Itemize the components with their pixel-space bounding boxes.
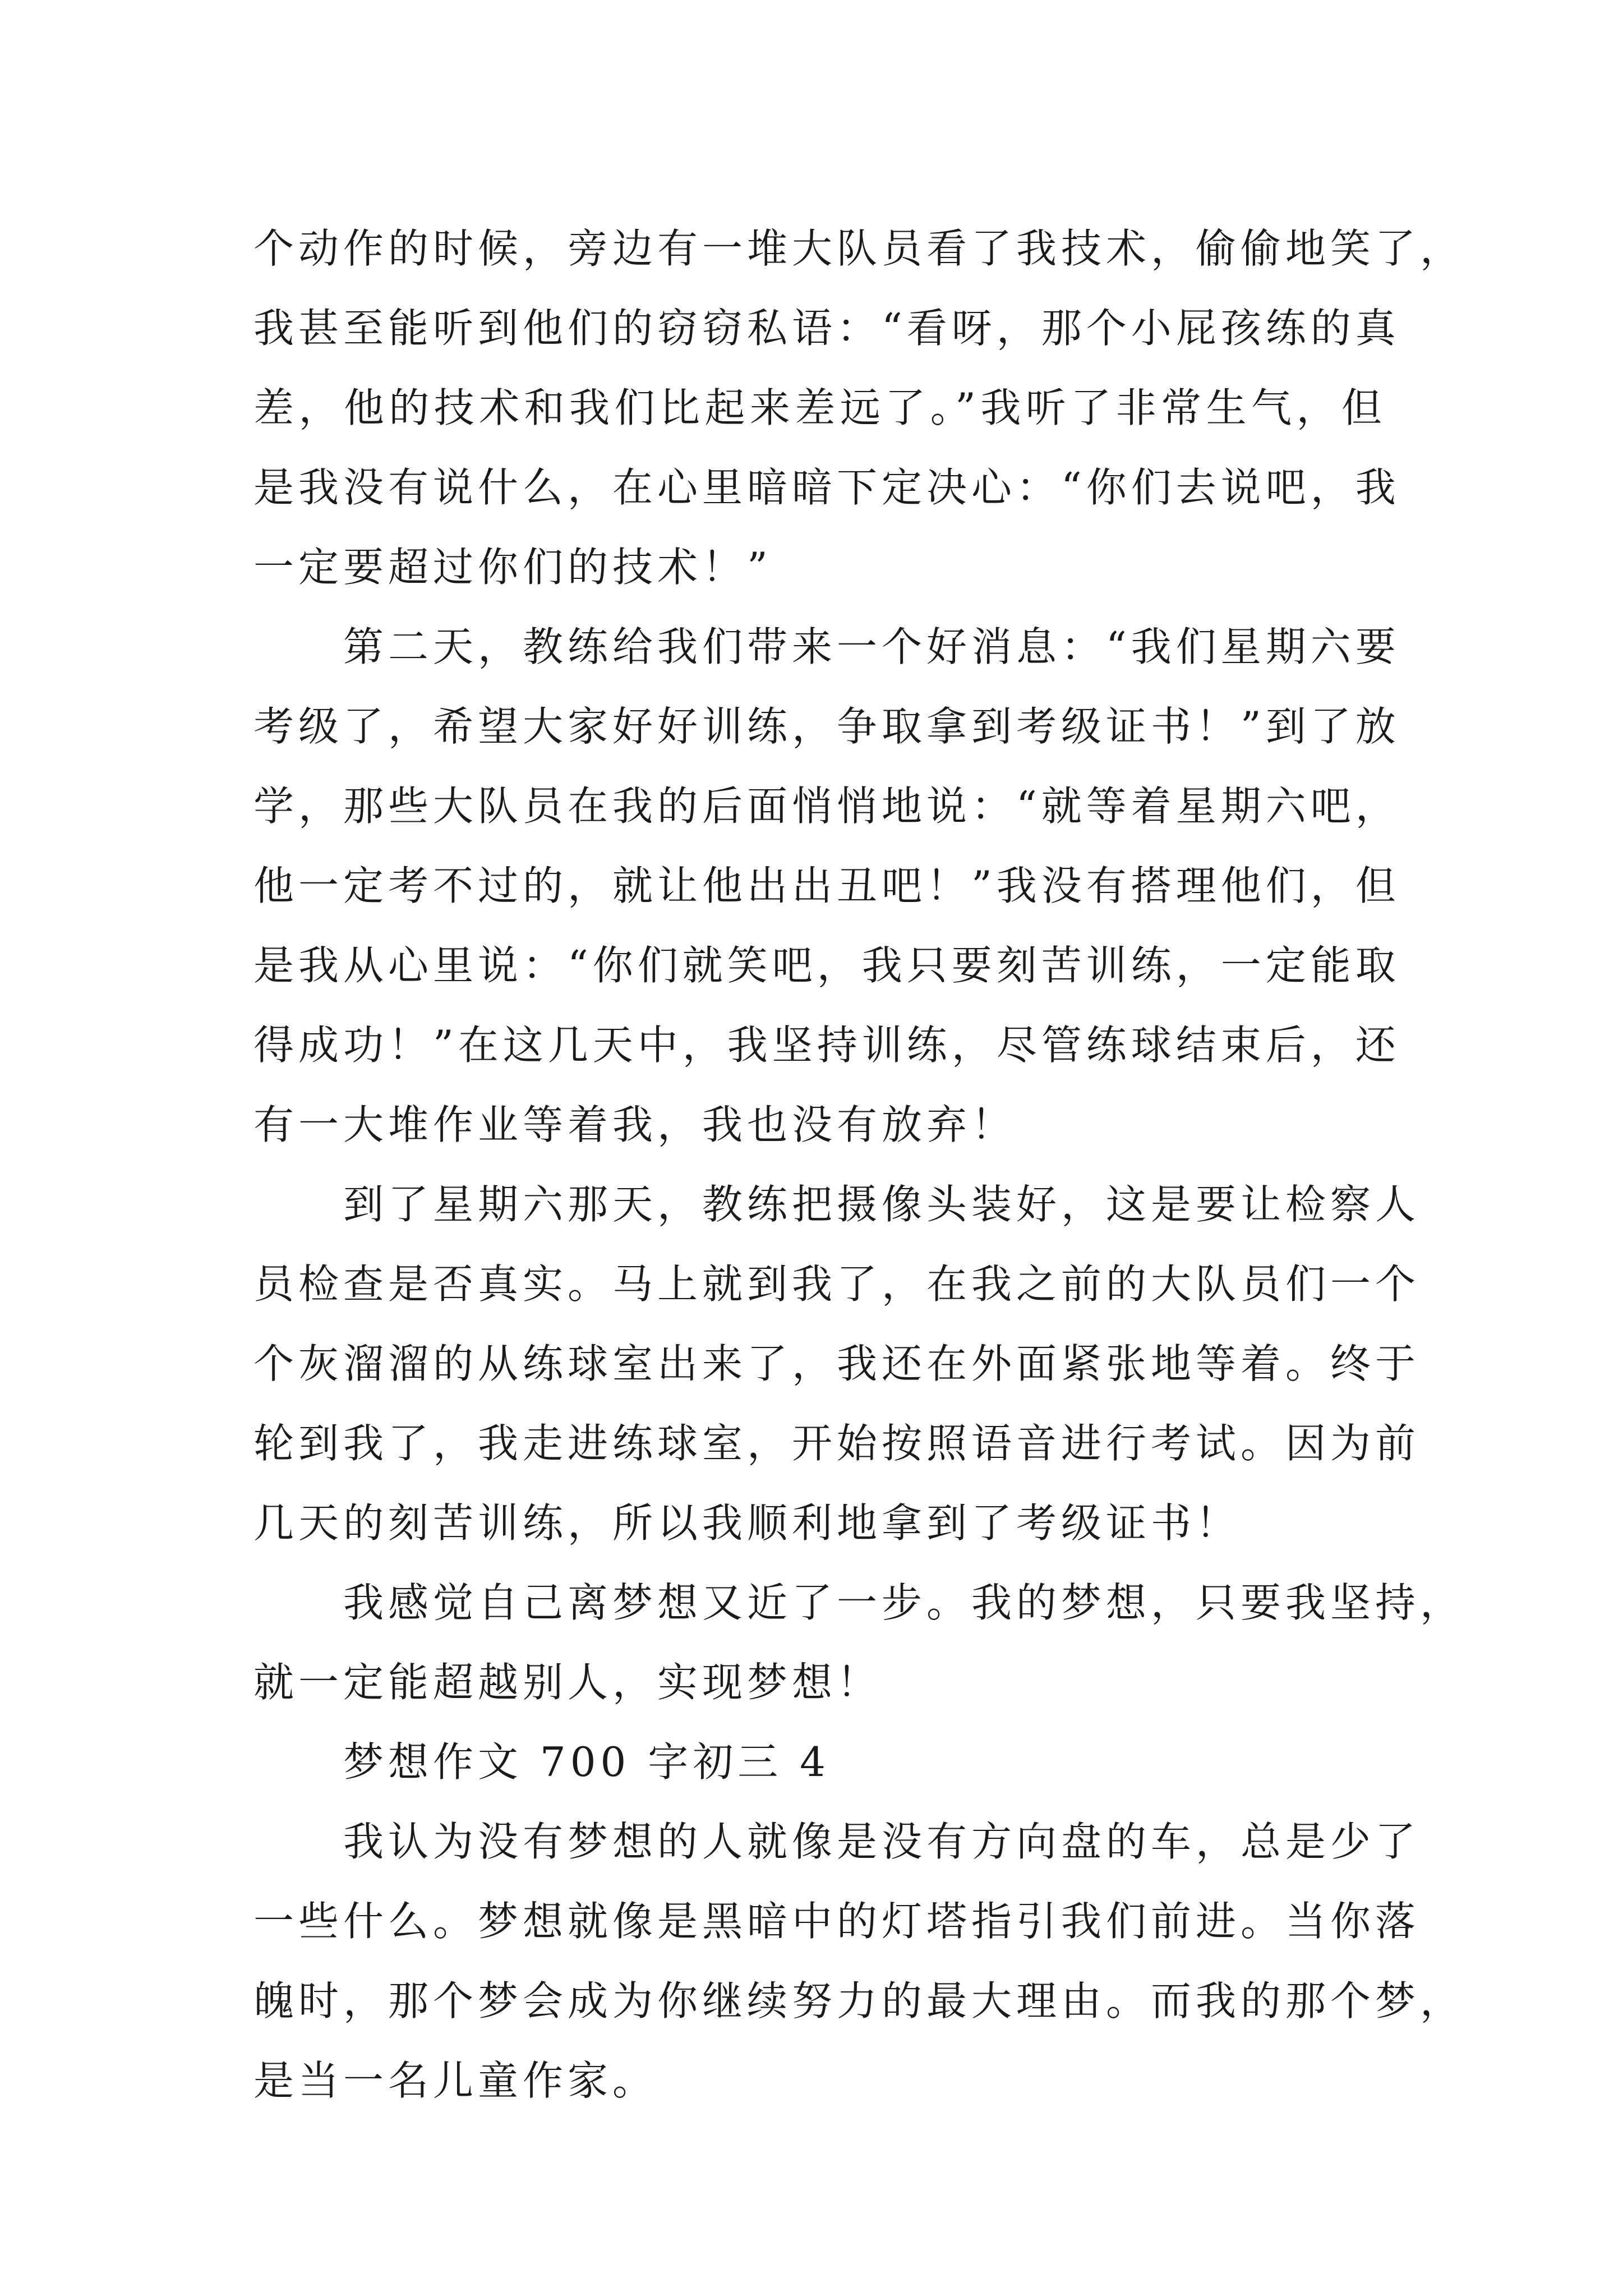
text-line: 一些什么。梦想就像是黑暗中的灯塔指引我们前进。当你落 xyxy=(253,1898,1421,1945)
text-line: 就一定能超越别人，实现梦想！ xyxy=(253,1659,882,1706)
paragraph-first-line: 第二天，教练给我们带来一个好消息：“我们星期六要 xyxy=(343,623,1400,670)
paragraph-first-line: 我感觉自己离梦想又近了一步。我的梦想，只要我坚持， xyxy=(343,1579,1465,1626)
text-line: 得成功！”在这几天中，我坚持训练，尽管练球结束后，还 xyxy=(253,1022,1400,1069)
text-line: 考级了，希望大家好好训练，争取拿到考级证书！”到了放 xyxy=(253,703,1400,750)
text-line: 他一定考不过的，就让他出出丑吧！”我没有搭理他们，但 xyxy=(253,862,1400,909)
text-line: 一定要超过你们的技术！” xyxy=(253,544,772,591)
text-line: 员检查是否真实。马上就到我了，在我之前的大队员们一个 xyxy=(253,1260,1421,1308)
paragraph-first-line: 到了星期六那天，教练把摄像头装好，这是要让检察人 xyxy=(343,1181,1421,1228)
text-line: 是我没有说什么，在心里暗暗下定决心：“你们去说吧，我 xyxy=(253,464,1400,511)
section-heading: 梦想作文 700 字初三 4 xyxy=(343,1738,830,1786)
text-line: 是当一名儿童作家。 xyxy=(253,2057,658,2104)
paragraph-first-line: 我认为没有梦想的人就像是没有方向盘的车，总是少了 xyxy=(343,1818,1421,1865)
document-body xyxy=(253,209,1465,2120)
text-line: 差，他的技术和我们比起来差远了。”我听了非常生气，但 xyxy=(253,384,1386,431)
text-line: 有一大堆作业等着我，我也没有放弃！ xyxy=(253,1101,1017,1148)
text-line: 几天的刻苦训练，所以我顺利地拿到了考级证书！ xyxy=(253,1499,1241,1547)
text-line: 我甚至能听到他们的窃窃私语：“看呀，那个小屁孩练的真 xyxy=(253,305,1400,352)
text-line: 学，那些大队员在我的后面悄悄地说：“就等着星期六吧， xyxy=(253,783,1400,830)
text-line: 是我从心里说：“你们就笑吧，我只要刻苦训练，一定能取 xyxy=(253,942,1400,989)
text-line: 个灰溜溜的从练球室出来了，我还在外面紧张地等着。终于 xyxy=(253,1340,1421,1387)
text-line: 魄时，那个梦会成为你继续努力的最大理由。而我的那个梦， xyxy=(253,1977,1465,2024)
text-line: 轮到我了，我走进练球室，开始按照语音进行考试。因为前 xyxy=(253,1420,1421,1467)
text-line: 个动作的时候，旁边有一堆大队员看了我技术，偷偷地笑了， xyxy=(253,225,1465,272)
